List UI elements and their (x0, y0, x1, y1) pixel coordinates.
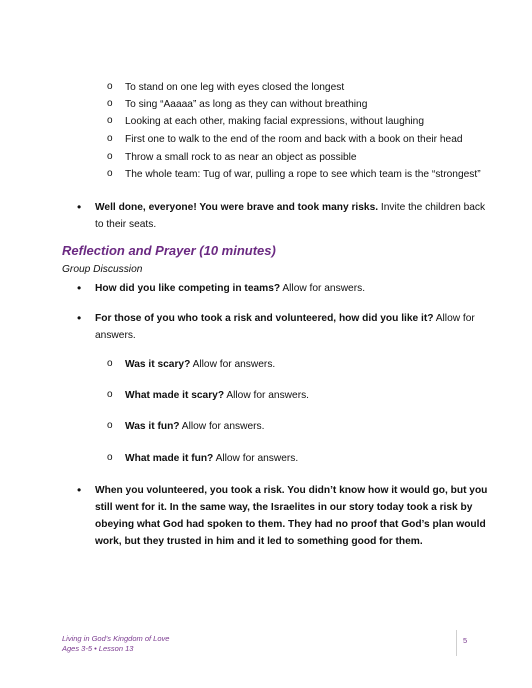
list-item-text: Throw a small rock to as near an object as possible (125, 152, 357, 163)
sub-bullet-marker: o (107, 115, 113, 126)
well-done-rest: Invite the children back (378, 202, 486, 213)
list-item-text: First one to walk to the end of the room and back with a book on their head (125, 134, 463, 145)
sub-bullet-marker: o (107, 168, 113, 179)
sub-question-text (125, 358, 275, 371)
question-line2: answers. (95, 330, 136, 341)
sub-question-rest: Allow for answers. (190, 359, 276, 370)
question-rest: Allow for (433, 313, 475, 324)
footer-info (62, 634, 169, 654)
sub-question-text (125, 420, 264, 433)
sub-question-text (125, 389, 309, 402)
sub-bullet-marker: o (107, 420, 113, 431)
list-item-text: The whole team: Tug of war, pulling a rope to see which team is the “strongest” (125, 169, 481, 180)
well-done-bold: Well done, everyone! You were brave and took many risks. (95, 202, 379, 213)
sub-bullet-marker: o (107, 389, 113, 400)
sub-question-bold: What made it fun? (125, 453, 214, 464)
footer-lesson: Ages 3-5 • Lesson 13 (62, 644, 134, 653)
sub-question-bold: Was it scary? (125, 359, 191, 370)
question-bold: For those of you who took a risk and volunteered, how did you like it? (95, 313, 434, 324)
sub-question-bold: Was it fun? (125, 421, 180, 432)
list-item-text: To stand on one leg with eyes closed the longest (125, 82, 345, 93)
sub-bullet-marker: o (107, 452, 113, 463)
sub-question-rest: Allow for answers. (213, 453, 299, 464)
well-done-line2: to their seats. (95, 219, 157, 230)
bullet-marker: • (77, 483, 82, 497)
well-done-text (95, 199, 486, 233)
sub-bullet-marker: o (107, 358, 113, 369)
list-item-text: Looking at each other, making facial expressions, without laughing (125, 116, 425, 127)
closing-line: still went for it. In the same way, the Israelites in our story today took a risk by (95, 502, 473, 513)
footer-title: Living in God’s Kingdom of Love (62, 634, 170, 643)
question-text (95, 280, 365, 297)
page-number: 5 (463, 636, 468, 645)
section-heading: Reflection and Prayer (10 minutes) (62, 243, 276, 258)
sub-question-rest: Allow for answers. (179, 421, 265, 432)
section-subheading: Group Discussion (62, 264, 143, 275)
closing-line: obeying what God had spoken to them. They had no proof that God’s plan would (95, 519, 486, 530)
question-text (95, 310, 475, 344)
bullet-marker: • (77, 281, 82, 295)
bullet-marker: • (77, 200, 82, 214)
sub-bullet-marker: o (107, 133, 113, 144)
sub-question-rest: Allow for answers. (224, 390, 310, 401)
closing-text (95, 482, 488, 550)
sub-bullet-marker: o (107, 81, 113, 92)
list-item-text: To sing “Aaaaa” as long as they can without breathing (125, 99, 368, 110)
sub-bullet-marker: o (107, 98, 113, 109)
sub-question-text (125, 452, 298, 465)
closing-line: work, but they trusted in him and it led to something good for them. (95, 536, 423, 547)
question-rest: Allow for answers. (280, 283, 366, 294)
bullet-marker: • (77, 311, 82, 325)
question-bold: How did you like competing in teams? (95, 283, 281, 294)
closing-line: When you volunteered, you took a risk. You didn’t know how it would go, but you (95, 485, 488, 496)
sub-bullet-marker: o (107, 151, 113, 162)
sub-question-bold: What made it scary? (125, 390, 225, 401)
footer-divider (456, 630, 457, 656)
